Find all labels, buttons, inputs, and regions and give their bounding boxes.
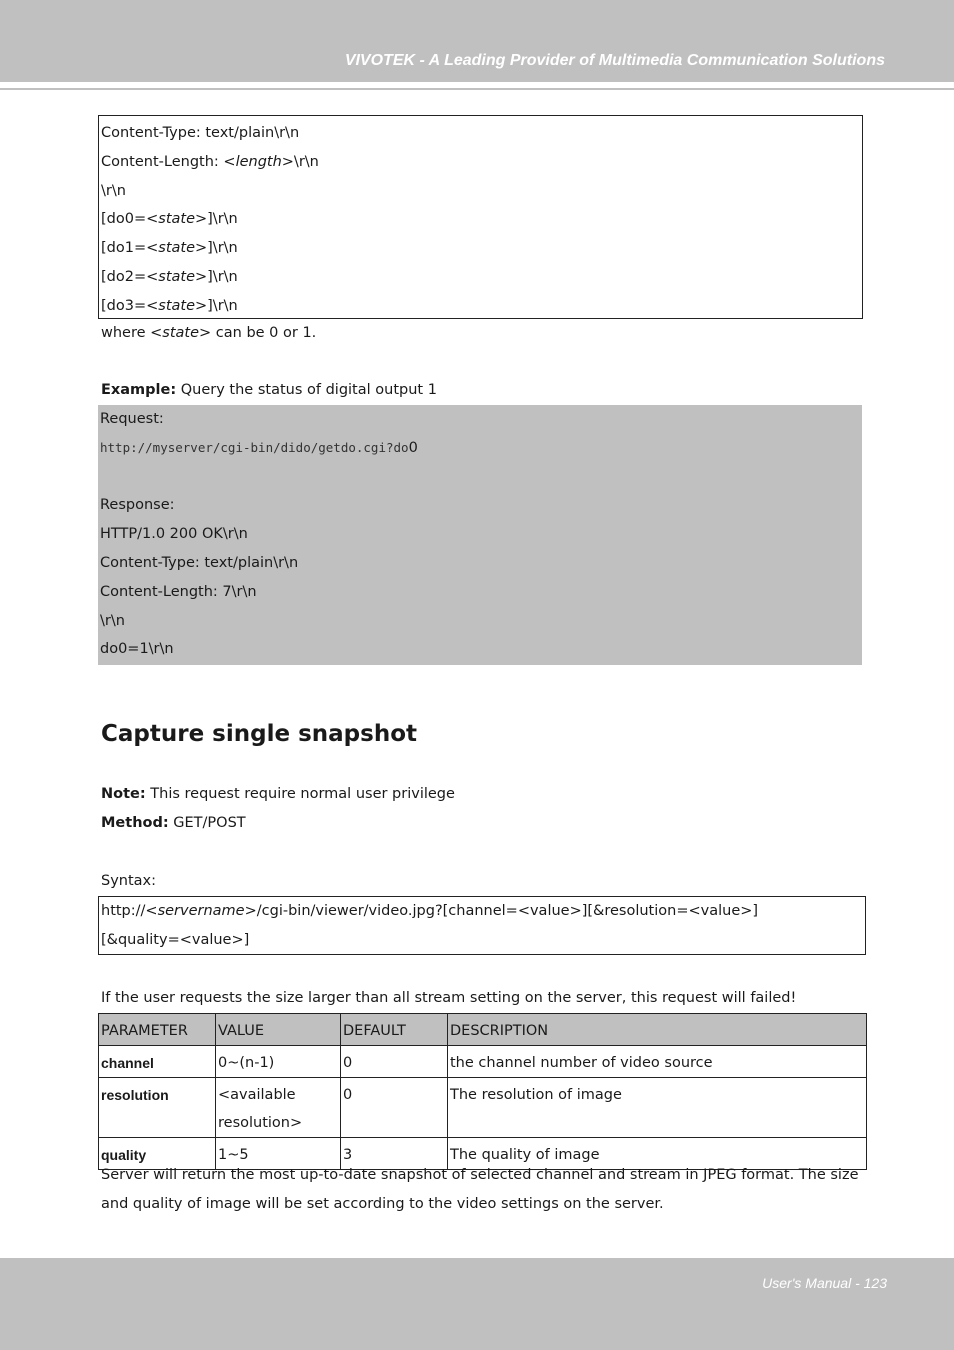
column-header: VALUE [216, 1014, 341, 1046]
syntax-label: Syntax: [101, 873, 157, 889]
state-note: where <state> can be 0 or 1. [101, 325, 317, 341]
page-number: User's Manual - 123 [762, 1275, 887, 1291]
page-header [0, 0, 954, 82]
syntax-line: [&quality=<value>] [101, 931, 250, 948]
page-footer [0, 1258, 954, 1350]
code-line: Content-Type: text/plain\r\n [101, 125, 300, 141]
column-header: DEFAULT [341, 1014, 448, 1046]
code-line: [do3=<state>]\r\n [101, 297, 238, 314]
code-line: [do1=<state>]\r\n [101, 240, 238, 257]
code-line: [do0=<state>]\r\n [101, 211, 238, 228]
parameter-value: <available resolution> [216, 1078, 341, 1138]
parameter-default: 0 [341, 1046, 448, 1078]
code-line: [do2=<state>]\r\n [101, 268, 238, 285]
response-line: Content-Type: text/plain\r\n [100, 554, 299, 571]
table-header-row [99, 1014, 867, 1046]
parameter-name: channel [99, 1046, 216, 1078]
parameter-default: 3 [341, 1138, 448, 1170]
parameter-description: the channel number of video source [448, 1046, 867, 1078]
parameter-table [98, 1013, 867, 1170]
code-line: \r\n [101, 182, 126, 199]
response-line: HTTP/1.0 200 OK\r\n [100, 526, 248, 543]
parameter-description: The quality of image [448, 1138, 867, 1170]
closing-paragraph: Server will return the most up-to-date snapshot of selected channel and stream in JPEG format. The size and quality of image will be set according to the video settings on the server. [101, 1167, 859, 1212]
privilege-note: Note: This request require normal user privilege [101, 786, 455, 802]
request-url: http://myserver/cgi-bin/dido/getdo.cgi?do0 [100, 439, 418, 456]
header-divider [0, 88, 954, 90]
size-warning: If the user requests the size larger than all stream setting on the server, this request will failed! [101, 990, 797, 1006]
parameter-value: 1~5 [216, 1138, 341, 1170]
column-header: DESCRIPTION [448, 1014, 867, 1046]
example-caption: Example: Query the status of digital output 1 [101, 382, 437, 398]
parameter-default: 0 [341, 1078, 448, 1138]
column-header: PARAMETER [99, 1014, 216, 1046]
header-title: VIVOTEK - A Leading Provider of Multimedia Communication Solutions [344, 52, 885, 69]
response-line: do0=1\r\n [100, 641, 174, 658]
section-title: Capture single snapshot [101, 721, 417, 747]
table-row [99, 1046, 867, 1078]
response-label: Response: [100, 497, 175, 514]
syntax-line: http://<servername>/cgi-bin/viewer/video.jpg?[channel=<value>][&resolution=<value>] [101, 903, 759, 919]
parameter-name: quality [99, 1138, 216, 1170]
request-label: Request: [100, 411, 164, 427]
parameter-value: 0~(n-1) [216, 1046, 341, 1078]
parameter-description: The resolution of image [448, 1078, 867, 1138]
syntax-box [98, 896, 866, 955]
code-line: Content-Length: <length>\r\n [101, 153, 319, 170]
response-format-box [98, 115, 863, 319]
parameter-name: resolution [99, 1078, 216, 1138]
method-line: Method: GET/POST [101, 815, 246, 831]
response-line: Content-Length: 7\r\n [100, 583, 257, 600]
response-line: \r\n [100, 612, 125, 629]
example-block [98, 405, 862, 665]
blank-line [100, 463, 862, 492]
table-row [99, 1078, 867, 1138]
